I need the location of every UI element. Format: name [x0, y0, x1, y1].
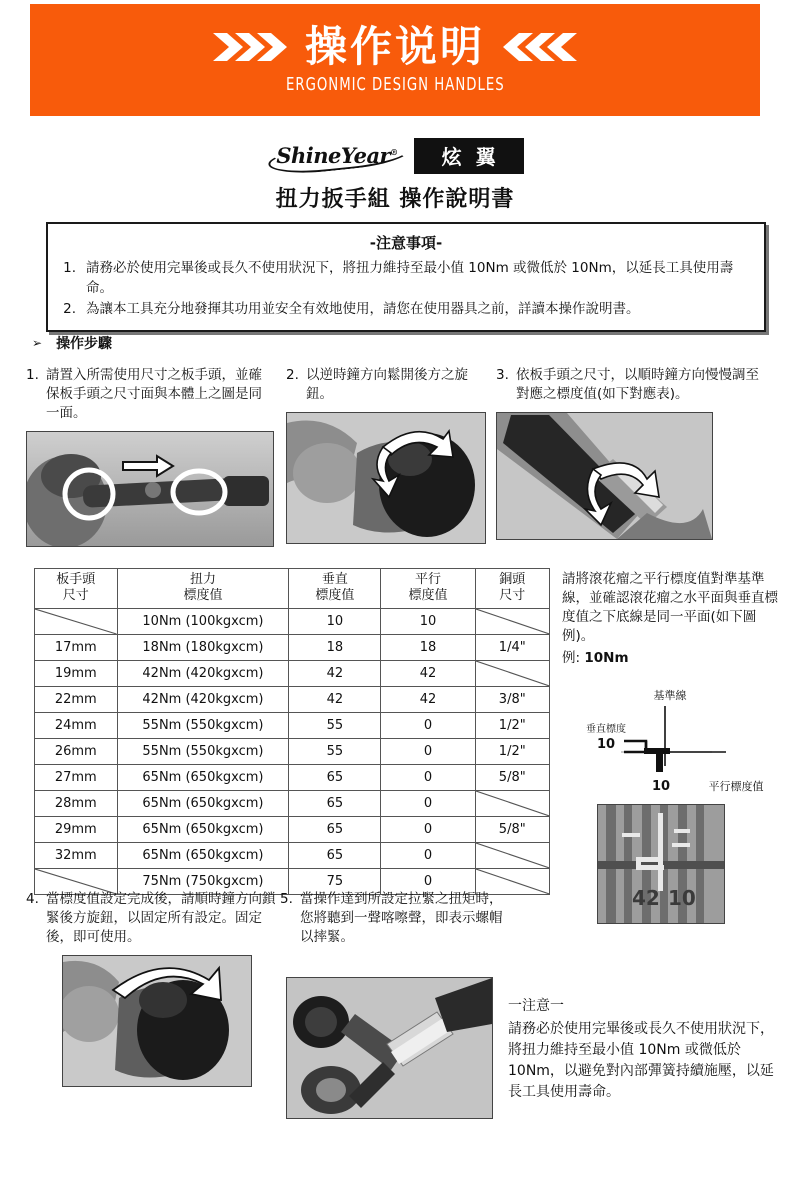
page-banner [30, 4, 760, 116]
cell-parallel-scale: 42 [381, 686, 475, 712]
svg-text:42: 42 [632, 886, 660, 910]
cell-vertical-scale: 18 [289, 634, 381, 660]
step-5-photo-torque-click [286, 977, 493, 1119]
bottom-caution-heading: 一注意一 [508, 998, 564, 1014]
step-3-number: 3. [496, 367, 509, 383]
step-1-body: 請置入所需使用尺寸之板手頭，並確保板手頭之尺寸面與本體上之圖是同一面。 [46, 367, 262, 422]
cell-vertical-scale: 65 [289, 842, 381, 868]
cell-wrench-size: 28mm [35, 790, 118, 816]
cell-wrench-size: 26mm [35, 738, 118, 764]
step-block-1 [26, 366, 274, 547]
cell-torque-scale: 65Nm (650kgxcm) [117, 816, 289, 842]
cell-wrench-size: 29mm [35, 816, 118, 842]
steps-heading-label: 操作步驟 [56, 336, 113, 352]
double-chevron-right-icon [211, 29, 289, 65]
step-5-number: 5. [280, 891, 293, 907]
cell-parallel-scale: 42 [381, 660, 475, 686]
brand-latin-logo [266, 142, 403, 170]
step-1-number: 1. [26, 367, 39, 383]
bottom-caution-note [508, 996, 780, 1103]
cell-parallel-scale: 0 [381, 764, 475, 790]
alignment-instructions [562, 570, 786, 668]
cell-copper-head-size: 1/4" [475, 634, 549, 660]
brand-chinese-logo: 炫翼 [414, 138, 524, 174]
cell-vertical-scale: 55 [289, 738, 381, 764]
bottom-caution-text: 請務必於使用完畢後或長久不使用狀況下，將扭力維持至最小值 10Nm 或微低於 10Nm，以避免對內部彈簧持續施壓，以延長工具使用壽命。 [508, 1021, 774, 1100]
col-header-torque-scale: 扭力 標度值 [117, 569, 289, 609]
diagram-parallel-value: 10 [651, 779, 671, 794]
col-header-wrench-size: 板手頭 尺寸 [35, 569, 118, 609]
col-header-vertical-scale: 垂直 標度值 [289, 569, 381, 609]
cell-vertical-scale: 10 [289, 608, 381, 634]
step-4-text [26, 890, 276, 947]
cell-copper-head-size [475, 660, 549, 686]
table-row [35, 764, 550, 790]
page-title: 操作说明 [304, 21, 485, 71]
cell-torque-scale: 65Nm (650kgxcm) [117, 790, 289, 816]
diagram-baseline-label: 基準線 [653, 689, 687, 702]
cell-torque-scale: 42Nm (420kgxcm) [117, 686, 289, 712]
alignment-example-label: 例: [562, 649, 581, 666]
table-header-row [35, 569, 550, 609]
notice-item-number: 1. [63, 260, 76, 276]
cell-torque-scale: 65Nm (650kgxcm) [117, 842, 289, 868]
table-row [35, 660, 550, 686]
notice-item-text: 為讓本工具充分地發揮其功用並安全有效地使用，請您在使用器具之前，詳讀本操作說明書。 [86, 301, 640, 318]
step-2-body: 以逆時鐘方向鬆開後方之旋鈕。 [306, 367, 468, 403]
cell-copper-head-size: 3/8" [475, 686, 549, 712]
table-row [35, 790, 550, 816]
step-5-text [280, 890, 510, 947]
cell-torque-scale: 18Nm (180kgxcm) [117, 634, 289, 660]
notice-item-number: 2. [63, 301, 76, 318]
step-2-number: 2. [286, 367, 299, 383]
step-block-3 [496, 366, 766, 540]
cell-copper-head-size [475, 790, 549, 816]
cell-wrench-size: 22mm [35, 686, 118, 712]
table-row [35, 712, 550, 738]
step-block-2 [286, 366, 486, 544]
table-body [35, 608, 550, 894]
alignment-example-value: 10Nm [584, 649, 629, 666]
col-header-copper-head-size: 銅頭 尺寸 [475, 569, 549, 609]
cell-wrench-size [35, 608, 118, 634]
step-1-photo-wrench-head-insert [26, 431, 274, 547]
table-row [35, 738, 550, 764]
table-head [35, 569, 550, 609]
cell-parallel-scale: 0 [381, 712, 475, 738]
cell-copper-head-size: 1/2" [475, 712, 549, 738]
step-5-body: 當操作達到所設定拉緊之扭矩時，您將聽到一聲喀嚓聲，即表示螺帽以摔緊。 [300, 891, 503, 946]
cell-torque-scale: 75Nm (750kgxcm) [117, 868, 289, 894]
cell-parallel-scale: 0 [381, 738, 475, 764]
cell-vertical-scale: 42 [289, 686, 381, 712]
cell-torque-scale: 55Nm (550kgxcm) [117, 738, 289, 764]
notice-heading: -注意事項- [369, 234, 443, 252]
cell-parallel-scale: 10 [381, 608, 475, 634]
cell-vertical-scale: 65 [289, 764, 381, 790]
cell-torque-scale: 65Nm (650kgxcm) [117, 764, 289, 790]
cell-torque-scale: 55Nm (550kgxcm) [117, 712, 289, 738]
cell-wrench-size: 27mm [35, 764, 118, 790]
brand-latin-text: ShineYear [276, 143, 391, 168]
step-4-photo-tighten-knob [62, 955, 252, 1087]
step-3-text [496, 366, 766, 404]
cell-wrench-size: 17mm [35, 634, 118, 660]
step-3-body: 依板手頭之尺寸，以順時鐘方向慢慢調至對應之標度值(如下對應表)。 [516, 367, 759, 403]
col-header-parallel-scale: 平行 標度值 [381, 569, 475, 609]
reference-line-diagram [566, 686, 786, 798]
alignment-instructions-text: 請將滾花瘤之平行標度值對準基準線，並確認滾花瘤之水平面與垂直標度值之下底線是同一平面(如下圖例)。 [562, 571, 778, 645]
notice-list [56, 259, 756, 320]
cell-parallel-scale: 18 [381, 634, 475, 660]
cell-torque-scale: 42Nm (420kgxcm) [117, 660, 289, 686]
step-block-5 [280, 890, 510, 1119]
step-1-text [26, 366, 274, 423]
cell-copper-head-size: 5/8" [475, 816, 549, 842]
step-3-photo-adjust-scale [496, 412, 713, 540]
torque-scale-table [34, 568, 550, 895]
cell-torque-scale: 10Nm (100kgxcm) [117, 608, 289, 634]
cell-parallel-scale: 0 [381, 868, 475, 894]
table-row [35, 816, 550, 842]
notice-box [46, 222, 766, 332]
table-row [35, 634, 550, 660]
table-row [35, 686, 550, 712]
cell-parallel-scale: 0 [381, 842, 475, 868]
cell-parallel-scale: 0 [381, 790, 475, 816]
cell-copper-head-size [475, 842, 549, 868]
brand-logo [0, 138, 790, 174]
banner-subtitle: ERGONMIC DESIGN HANDLES [285, 73, 505, 95]
step-4-body: 當標度值設定完成後，請順時鐘方向鎖緊後方旋鈕，以固定所有設定。固定後，即可使用。 [46, 891, 276, 946]
arrow-bullet-icon: ➢ [32, 336, 43, 350]
notice-item [56, 259, 756, 298]
svg-text:10: 10 [668, 886, 696, 910]
notice-item-text: 請務必於使用完畢後或長久不使用狀況下，將扭力維持至最小值 10Nm 或微低於 10Nm，以延長工具使用壽命。 [86, 260, 734, 296]
cell-wrench-size: 32mm [35, 842, 118, 868]
double-chevron-left-icon [501, 29, 579, 65]
diagram-vertical-label: 垂直標度 [586, 724, 626, 735]
cell-vertical-scale: 65 [289, 790, 381, 816]
step-2-text [286, 366, 486, 404]
cell-parallel-scale: 0 [381, 816, 475, 842]
table-row [35, 608, 550, 634]
banner-title-row [211, 21, 579, 71]
document-title: 扭力扳手組 操作說明書 [275, 187, 515, 212]
steps-heading [32, 333, 112, 353]
registered-mark: ® [390, 147, 398, 157]
cell-wrench-size: 19mm [35, 660, 118, 686]
cell-vertical-scale: 55 [289, 712, 381, 738]
cell-vertical-scale: 65 [289, 816, 381, 842]
cell-copper-head-size: 1/2" [475, 738, 549, 764]
table-row [35, 842, 550, 868]
diagram-vertical-value: 10 [596, 737, 616, 752]
diagram-parallel-label: 平行標度值 [708, 780, 764, 793]
knurl-scale-closeup-photo [597, 804, 725, 924]
cell-vertical-scale: 75 [289, 868, 381, 894]
step-block-4 [26, 890, 276, 1087]
step-4-number: 4. [26, 891, 39, 907]
cell-vertical-scale: 42 [289, 660, 381, 686]
cell-copper-head-size [475, 608, 549, 634]
cell-wrench-size: 24mm [35, 712, 118, 738]
step-2-photo-loosen-knob [286, 412, 486, 544]
alignment-example [562, 649, 786, 668]
cell-copper-head-size: 5/8" [475, 764, 549, 790]
notice-item [56, 300, 756, 320]
